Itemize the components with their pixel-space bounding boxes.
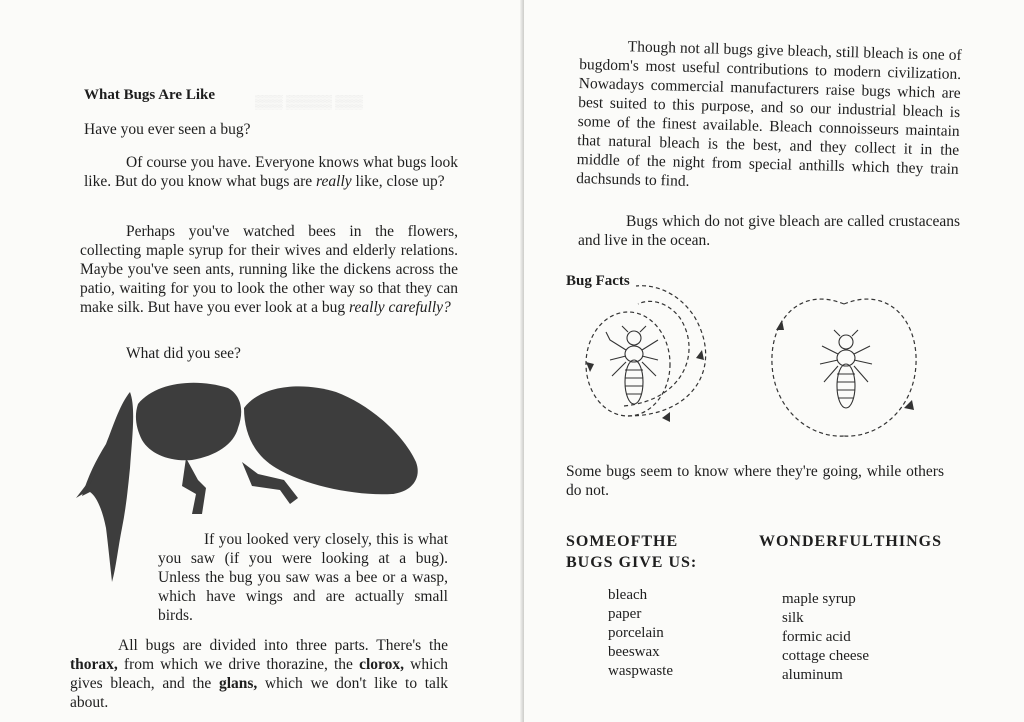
- paragraph-5: If you looked very closely, this is what you saw (if you were looking at a bug). Unless the bug you saw was a bee or a wasp, which have wings and are actually small birds.: [158, 531, 448, 624]
- list-item: paper: [608, 606, 642, 622]
- heading-word: OF: [617, 533, 642, 550]
- list-item: porcelain: [608, 625, 664, 641]
- paragraph-1: Have you ever seen a bug?: [84, 121, 251, 138]
- list-item: bleach: [608, 587, 648, 603]
- list-item: formic acid: [782, 629, 851, 645]
- paragraph-1: Though not all bugs give bleach, still bleach is one of bugdom's most useful contributions to modern civilization. Nowadays commercial manufacturers raise bugs which are best suited to this purpose, and so our industrial bleach is some of the finest available. Bleach connoisseurs maintain that natural bleach is the best, and they collect it in the middle of the night from special anthills which they train dachsunds to find.: [576, 38, 962, 190]
- list-item: beeswax: [608, 644, 660, 660]
- paragraph-3: Perhaps you've watched bees in the flowers, collecting maple syrup for their wives and elderly relations. Maybe you've seen ants, running like the dickens across the patio, waiting for you to look the other way so that they can make silk. But have you ever look at a bug really carefully?: [80, 223, 458, 316]
- bug-drawing-right: [816, 330, 876, 416]
- list-item: maple syrup: [782, 591, 856, 607]
- bug-facts-heading: Bug Facts: [566, 273, 630, 289]
- things-list-left: [608, 586, 673, 681]
- heading-line-2: BUGS GIVE US:: [566, 554, 698, 571]
- paragraph-4: What did you see?: [126, 345, 241, 362]
- heading-word: THE: [641, 533, 679, 550]
- facts-caption: Some bugs seem to know where they're going, while others do not.: [566, 463, 944, 499]
- wonderful-things-heading: [566, 532, 942, 572]
- section-heading: What Bugs Are Like: [84, 87, 215, 103]
- paragraph-6: All bugs are divided into three parts. There's the thorax, from which we drive thorazine, the clorox, which gives bleach, and the glans, which we don't like to talk about.: [70, 637, 449, 711]
- list-item: cottage cheese: [782, 648, 870, 664]
- right-page: [524, 0, 1024, 722]
- heading-word: THINGS: [873, 533, 942, 550]
- paragraph-2: Bugs which do not give bleach are called crustaceans and live in the ocean.: [578, 213, 960, 249]
- paragraph-2: Of course you have. Everyone knows what bugs look like. But do you know what bugs are really like, close up?: [84, 154, 458, 190]
- bleed-through-text: ▒▒▒ ▒▒▒▒▒ ▒▒▒: [255, 94, 363, 109]
- list-item: aluminum: [782, 667, 843, 683]
- bug-drawing-left: [604, 326, 664, 412]
- things-list-right: [782, 590, 869, 685]
- list-item: waspwaste: [608, 663, 673, 679]
- list-item: silk: [782, 610, 804, 626]
- heading-word: SOME: [566, 533, 618, 550]
- heading-word: WONDERFUL: [758, 533, 874, 550]
